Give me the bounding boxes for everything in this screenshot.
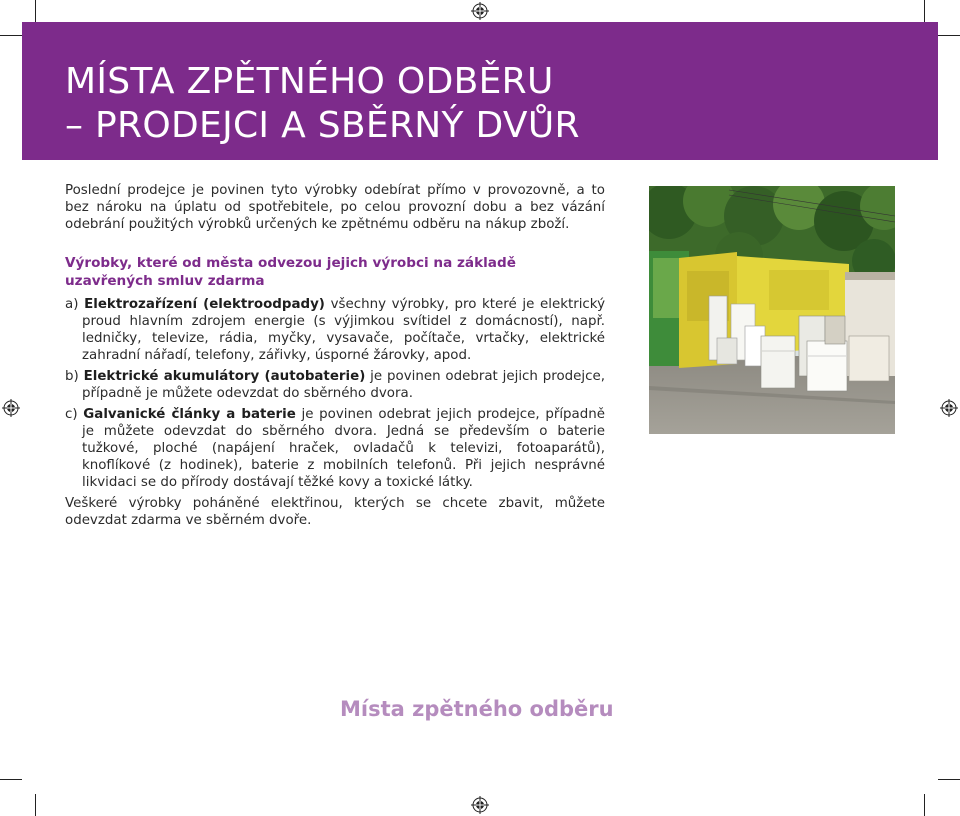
list-item-marker: b) <box>65 369 79 384</box>
list-item-text: je povinen odebrat jejich prodejce, případně je můžete odevzdat do sběrného dvora. <box>82 369 605 401</box>
header-banner <box>22 22 938 160</box>
list-item-marker: a) <box>65 297 79 312</box>
list-item <box>65 296 605 364</box>
list-item-text: všechny výrobky, pro které je elektrický proud hlavním zdrojem energie (s výjimkou svítidel z domácností), např. ledničky, televize, rádia, myčky, vysavače, počítače, vrtačky, elektrické zahradní nářadí, telefony, zářivky, úsporné žárovky, apod. <box>82 297 605 363</box>
crop-mark <box>0 35 22 36</box>
closing-paragraph: Veškeré výrobky poháněné elektřinou, kterých se chcete zbavit, můžete odevzdat zdarma ve sběrném dvoře. <box>65 496 605 528</box>
page-title-line-2: – PRODEJCI A SBĚRNÝ DVŮR <box>65 105 580 146</box>
registration-mark-icon <box>471 2 489 20</box>
list-item <box>65 406 605 491</box>
list-item-marker: c) <box>65 407 78 422</box>
list-item-bold: Elektrické akumulátory (autobaterie) <box>83 369 366 384</box>
intro-paragraph: Poslední prodejce je povinen tyto výrobky odebírat přímo v provozovně, a to bez nároku na úplatu od spotřebitele, po celou provozní dobu a bez vázání odebrání použitých výrobků určených ke zpětnému odběru na nákup zboží. <box>65 183 605 232</box>
footer-section-label: Místa zpětného odběru <box>340 697 614 721</box>
crop-mark <box>35 0 36 22</box>
collection-yard-photo <box>649 186 895 434</box>
list-item-bold: Elektrozařízení (elektroodpady) <box>84 297 325 312</box>
crop-mark <box>0 779 22 780</box>
crop-mark <box>938 779 960 780</box>
registration-mark-icon <box>2 399 20 417</box>
crop-mark <box>924 794 925 816</box>
page-title <box>65 60 580 148</box>
list-item-bold: Galvanické články a baterie <box>83 407 296 422</box>
body-text <box>65 182 605 529</box>
list-item <box>65 368 605 402</box>
crop-mark <box>938 35 960 36</box>
registration-mark-icon <box>471 796 489 814</box>
page-title-line-1: MÍSTA ZPĚTNÉHO ODBĚRU <box>65 61 554 102</box>
crop-mark <box>924 0 925 22</box>
list-item-text: je povinen odebrat jejich prodejce, případně je můžete odevzdat do sběrného dvora. Jedná se především o baterie tužkové, ploché (napájení hraček, ovladačů k televizi, fotoaparátů), knoflíkové (z hodinek), baterie z mobilních telefonů. Při jejich nesprávné likvidaci se do přírody dostávají těžké kovy a toxické látky. <box>82 407 605 490</box>
subheading: Výrobky, které od města odvezou jejich výrobci na základě uzavřených smluv zdarma <box>65 255 516 289</box>
registration-mark-icon <box>940 399 958 417</box>
crop-mark <box>35 794 36 816</box>
